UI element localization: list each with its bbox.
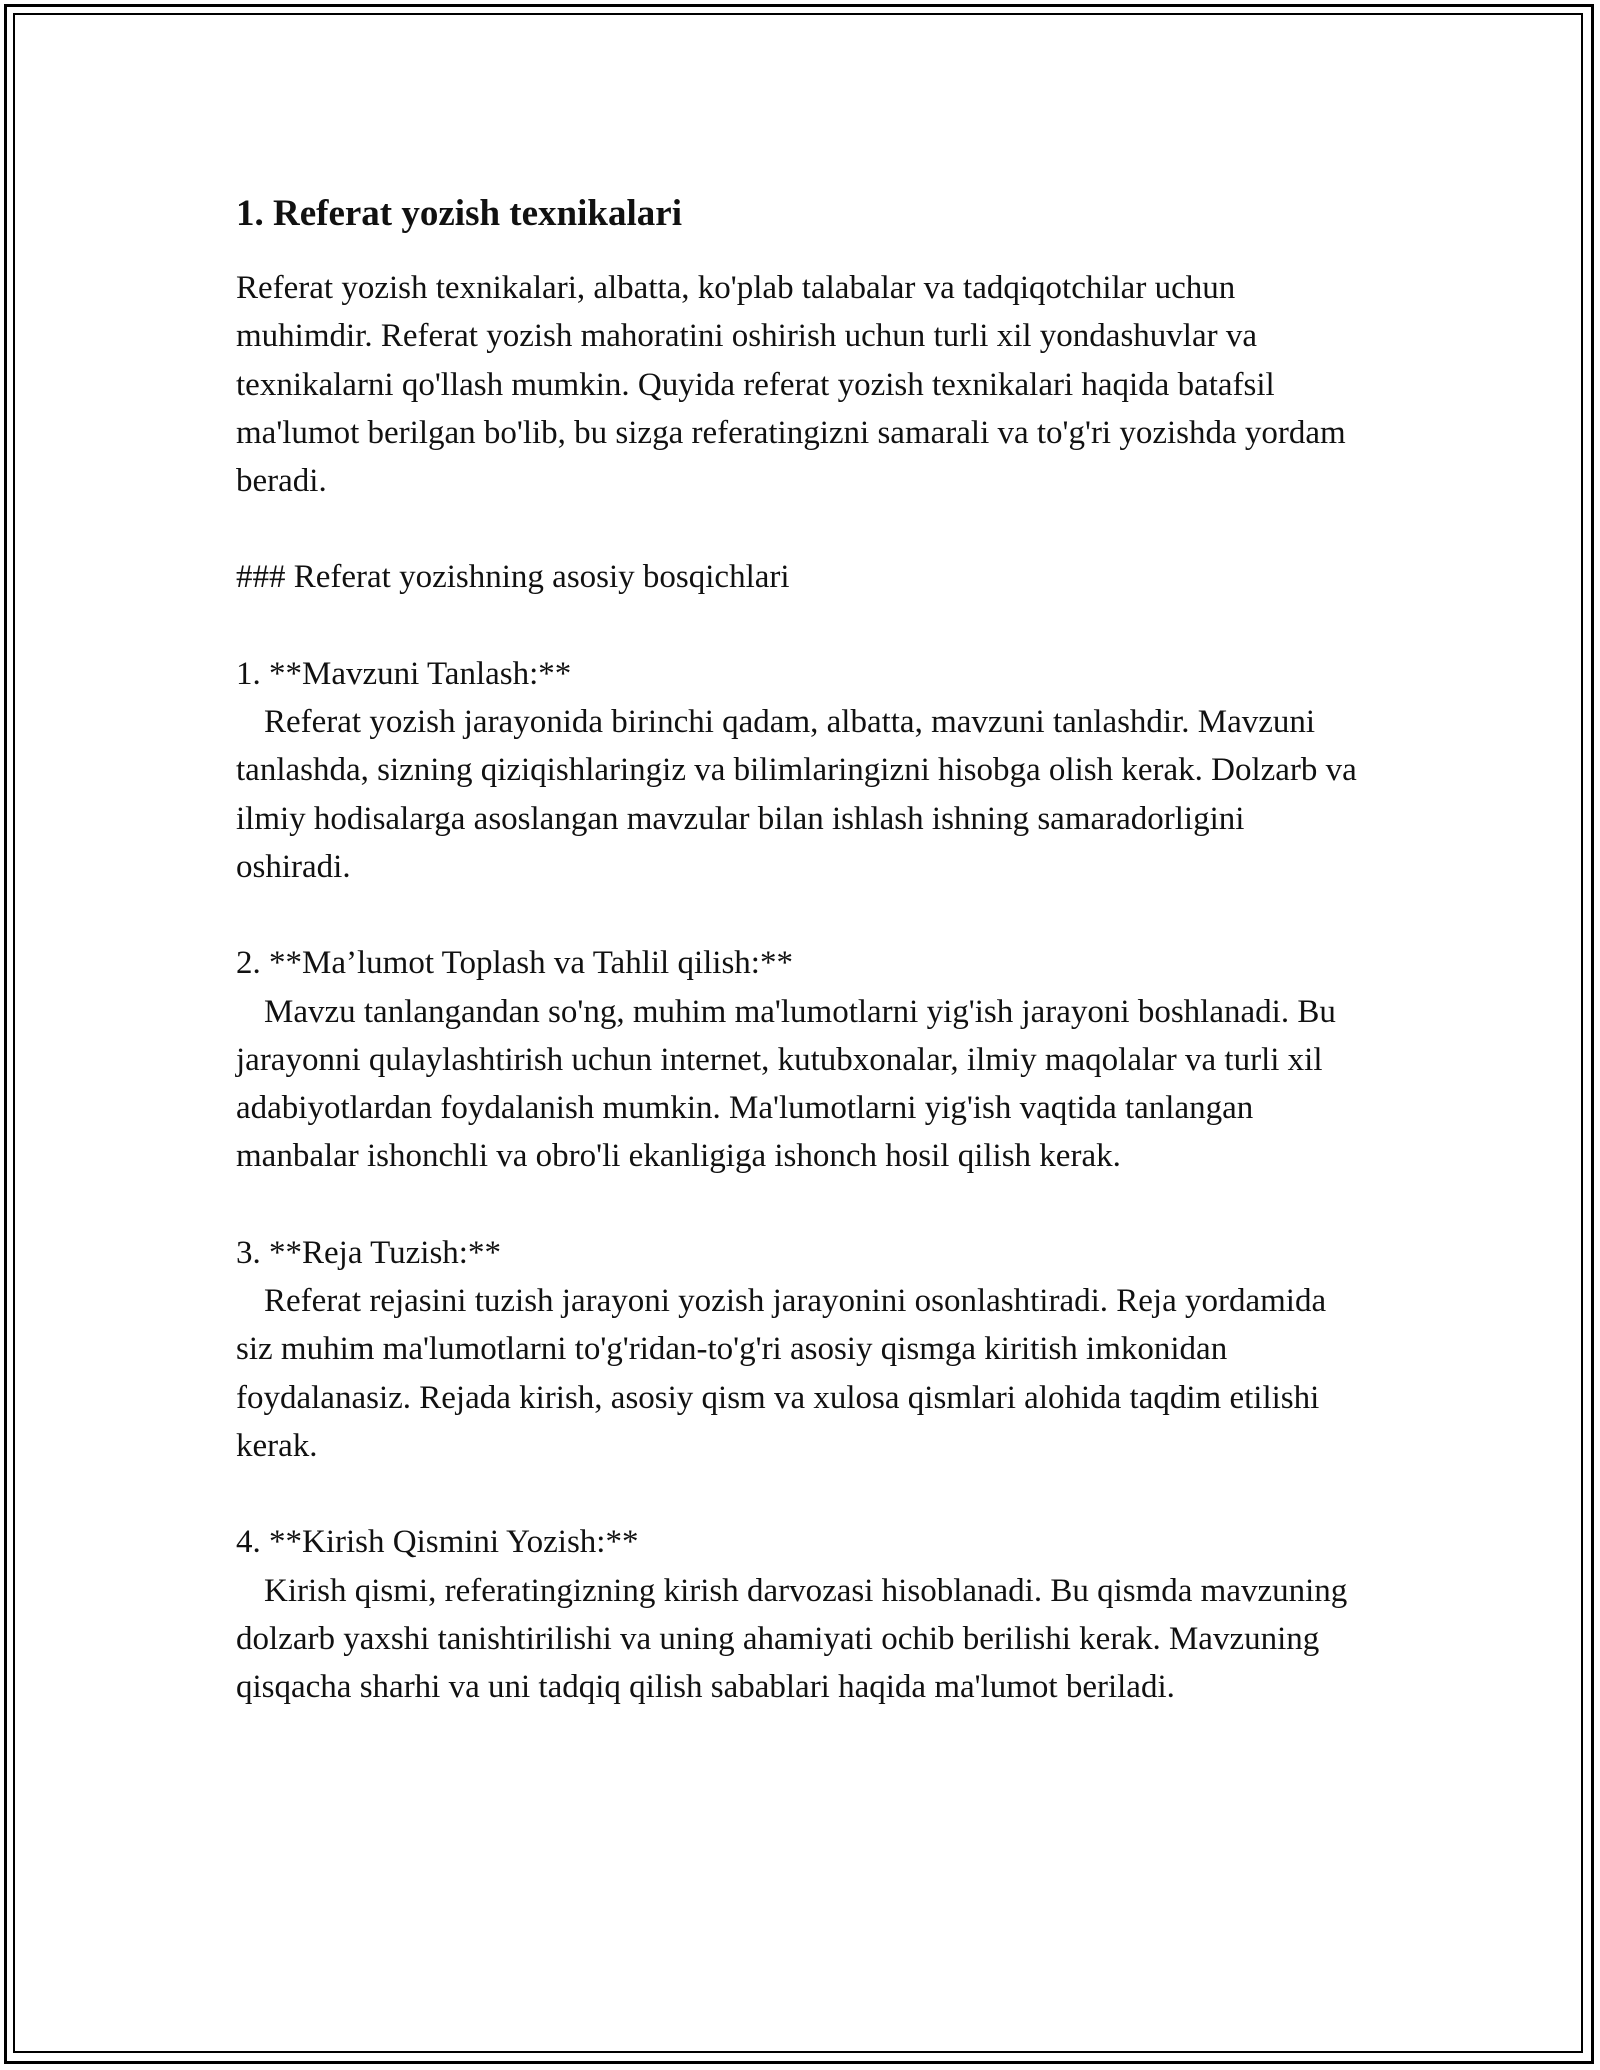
document-body bbox=[236, 186, 1366, 1759]
step-title: 4. **Kirish Qismini Yozish:** bbox=[236, 1524, 639, 1561]
step-body: Referat rejasini tuzish jarayoni yozish jarayonini osonlashtiradi. Reja yordamida siz muhim ma'lumotlarni to'g'ridan-to'g'ri asosiy qismga kiritish imkonidan foydalanasiz. Rejada kirish, asosiy qism va xulosa qismlari alohida taqdim etilishi kerak. bbox=[236, 1283, 1327, 1464]
step-body: Referat yozish jarayonida birinchi qadam, albatta, mavzuni tanlashdir. Mavzuni tanlashda, sizning qiziqishlaringiz va bilimlaringizni hisobga olish kerak. Dolzarb va ilmiy hodisalarga asoslangan mavzular bilan ishlash ishning samaradorligini oshiradi. bbox=[236, 704, 1357, 885]
step-item bbox=[236, 1518, 1366, 1711]
step-title: 1. **Mavzuni Tanlash:** bbox=[236, 655, 572, 692]
step-body: Kirish qismi, referatingizning kirish darvozasi hisoblanadi. Bu qismda mavzuning dolzarb yaxshi tanishtirilishi va uning ahamiyati ochib berilishi kerak. Mavzuning qisqacha sharhi va uni tadqiq qilish sabablari haqida ma'lumot beriladi. bbox=[236, 1572, 1348, 1706]
document-heading: 1. Referat yozish texnikalari bbox=[236, 193, 682, 234]
step-item bbox=[236, 939, 1366, 1180]
step-body: Mavzu tanlangandan so'ng, muhim ma'lumotlarni yig'ish jarayoni boshlanadi. Bu jarayonni qulaylashtirish uchun internet, kutubxonalar, ilmiy maqolalar va turli xil adabiyotlardan foydalanish mumkin. Ma'lumotlarni yig'ish vaqtida tanlangan manbalar ishonchli va obro'li ekanligiga ishonch hosil qilish kerak. bbox=[236, 993, 1336, 1175]
intro-paragraph: Referat yozish texnikalari, albatta, ko'plab talabalar va tadqiqotchilar uchun muhimdir. Referat yozish mahoratini oshirish uchun turli xil yondashuvlar va texnikalarni qo'llash mumkin. Quyida referat yozish texnikalari haqida batafsil ma'lumot berilgan bo'lib, bu sizga referatingizni samarali va to'g'ri yozishda yordam beradi. bbox=[236, 270, 1346, 500]
section-subheading: ### Referat yozishning asosiy bosqichlari bbox=[236, 559, 790, 596]
step-title: 3. **Reja Tuzish:** bbox=[236, 1234, 501, 1271]
step-title: 2. **Ma’lumot Toplash va Tahlil qilish:** bbox=[236, 945, 793, 982]
step-item bbox=[236, 650, 1366, 891]
step-item bbox=[236, 1229, 1366, 1470]
